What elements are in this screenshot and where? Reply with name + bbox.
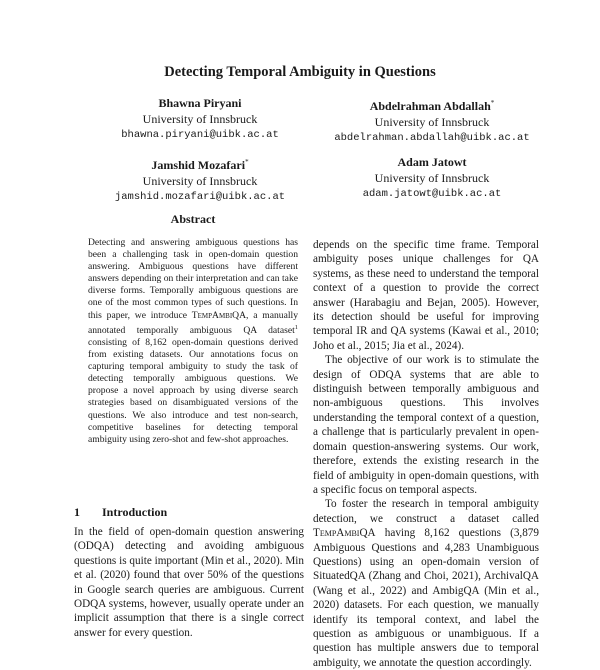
author-block-3 — [70, 154, 330, 205]
author-mark: * — [245, 158, 249, 166]
author-block-1 — [70, 95, 330, 143]
author-affiliation: University of Innsbruck — [374, 171, 490, 185]
abstract-heading: Abstract — [170, 212, 216, 226]
intro-paragraph: To foster the research in temporal ambiguity detection, we construct a dataset called TempAmbiQA having 8,162 questions (3,879 Ambiguous Questions and 4,283 Unambiguous Questions) using an open-domain version of SituatedQA (Zhang and Choi, 2021), ArchivalQA (Wang et al., 2022) and AmbigQA (Min et al., 2020) datasets. For each question, we manually identify its temporal context, and label the question as ambiguous or unambiguous. If a question has multiple answers due to temporal ambiguity, we annotate the question accordingly. — [313, 498, 539, 669]
author-email: adam.jatowt@uibk.ac.at — [362, 188, 502, 200]
author-block-2 — [302, 95, 562, 146]
author-email: abdelrahman.abdallah@uibk.ac.at — [334, 132, 530, 144]
intro-paragraph: depends on the specific time frame. Temporal ambiguity poses unique challenges for QA systems, as these need to understand the temporal context of a question to provide the correct answer (Harabagiu and Bejan, 2005). However, its detection should be useful for improving temporal IR and QA systems (Kawai et al., 2010; Joho et al., 2015; Jia et al., 2024). — [313, 239, 539, 352]
author-mark: * — [490, 99, 495, 107]
author-email: jamshid.mozafari@uibk.ac.at — [114, 191, 286, 203]
author-affiliation: University of Innsbruck — [142, 112, 258, 126]
intro-left-column — [74, 525, 304, 640]
author-name: Abdelrahman Abdallah* — [369, 99, 495, 113]
intro-paragraph: The objective of our work is to stimulate the design of ODQA systems that are able to distinguish between temporally ambiguous and non-ambiguous questions. This involves understanding the temporal context of a question, a challenge that is particularly prevalent in open-domain question-answering systems. Our work, therefore, extends the existing research in the field of ambiguity in open-domain questions, with a specific focus on temporal aspects. — [313, 354, 539, 496]
dataset-name: TempAmbiQA — [191, 309, 247, 321]
author-name: Adam Jatowt — [397, 155, 467, 169]
section-number: 1 — [74, 505, 80, 519]
dataset-name: TempAmbiQA — [313, 527, 376, 540]
author-name: Jamshid Mozafari* — [151, 158, 249, 172]
author-email: bhawna.piryani@uibk.ac.at — [121, 129, 279, 141]
author-affiliation: University of Innsbruck — [374, 115, 490, 129]
section-heading — [74, 505, 304, 520]
section-title: Introduction — [102, 505, 168, 519]
intro-right-column — [313, 238, 539, 670]
author-name: Bhawna Piryani — [158, 96, 242, 110]
footnote-mark[interactable]: 1 — [294, 323, 298, 331]
author-block-4 — [302, 154, 562, 202]
abstract-text: Detecting and answering ambiguous questions has been a challenging task in open-domain question answering. Ambiguous questions have different answers depending on their interpretation and can take diverse forms. Temporally ambiguous questions are one of the most common types of such questions. In this paper, we introduce TempAmbiQA, a manually annotated temporally ambiguous QA dataset$^1$ consisting of 8,162 open-domain questions derived from existing datasets. Our annotations focus on capturing temporal ambiguity to study the task of detecting temporally ambiguous questions. We propose a novel approach by using diverse search strategies based on disambiguated versions of the questions. We also introduce and test non-search, competitive baselines for detecting temporal ambiguity using zero-shot and few-shot approaches. — [88, 237, 298, 445]
author-affiliation: University of Innsbruck — [142, 174, 258, 188]
intro-paragraph: In the field of open-domain question answering (ODQA) detecting and avoiding ambiguous questions is quite important (Min et al., 2020). Min et al. (2020) found that over 50% of the questions in Google search queries are ambiguous. Current ODQA systems, however, usually operate under an implicit assumption that there is a single correct answer for every question. — [74, 526, 304, 639]
paper-title: Detecting Temporal Ambiguity in Questions — [164, 64, 436, 80]
